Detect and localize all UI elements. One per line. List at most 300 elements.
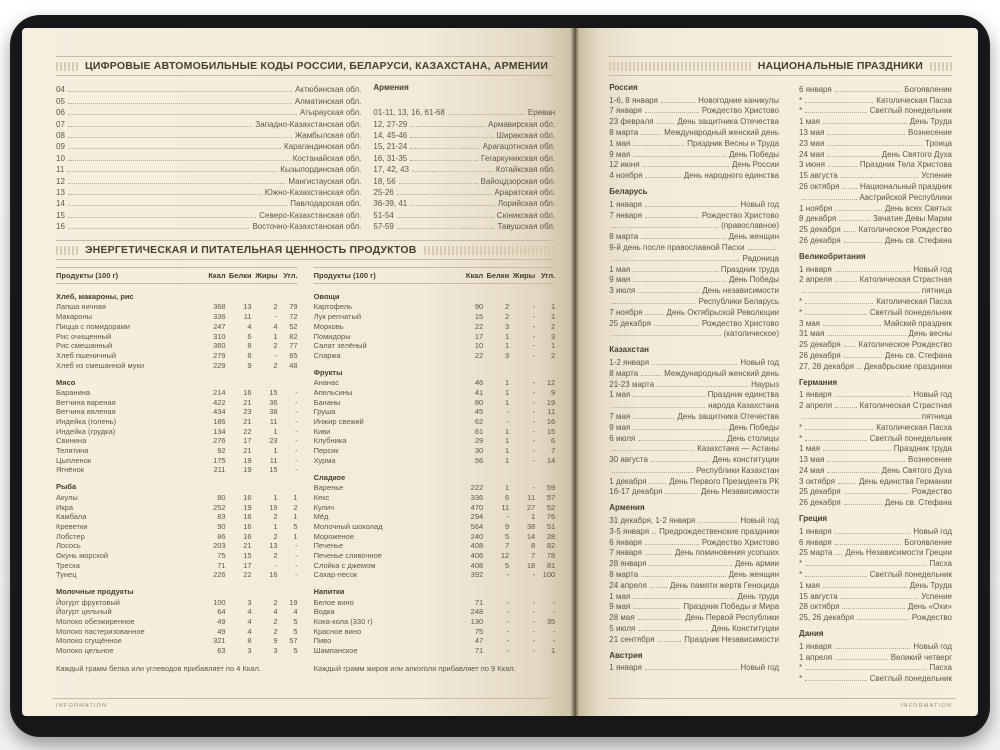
product-value: 175 bbox=[213, 455, 226, 465]
col-header: Угл. bbox=[283, 271, 298, 281]
code-row bbox=[56, 186, 361, 197]
kazakhstan-codes-column bbox=[56, 83, 361, 231]
code-row bbox=[373, 129, 555, 140]
holiday-row-left: 7 января bbox=[609, 548, 642, 558]
dotted-leader bbox=[612, 407, 705, 408]
product-value: 100 bbox=[542, 570, 556, 580]
product-value: - bbox=[506, 646, 510, 656]
nutrition-row bbox=[56, 492, 298, 502]
product-value: 1 bbox=[505, 387, 510, 397]
holiday-row-left: 9 мая bbox=[609, 602, 631, 612]
product-value: 61 bbox=[474, 426, 484, 436]
nutrition-group-title: Рыба bbox=[56, 482, 77, 492]
holiday-row-left: 1 января bbox=[609, 199, 642, 209]
col-header: Жиры bbox=[255, 271, 278, 281]
holiday-row-left: 1-6, 8 января bbox=[609, 95, 658, 105]
product-value: 11 bbox=[527, 492, 536, 502]
product-value: 134 bbox=[213, 426, 226, 436]
nutrition-row bbox=[314, 636, 556, 646]
holiday-row bbox=[609, 399, 779, 410]
product-value: 100 bbox=[213, 597, 226, 607]
code-row-left: 10 bbox=[56, 153, 65, 163]
product-value: 9 bbox=[551, 387, 556, 397]
hatch-decoration bbox=[56, 62, 78, 71]
holiday-row-right: Праздник Весны и Труда bbox=[687, 138, 780, 148]
product-name: Кекс bbox=[313, 492, 330, 502]
product-value: 1 bbox=[273, 331, 278, 341]
product-value: 247 bbox=[213, 321, 226, 331]
holidays-title: НАЦИОНАЛЬНЫЕ ПРАЗДНИКИ bbox=[757, 60, 923, 72]
product-name: Цыпленок bbox=[56, 455, 92, 465]
nutrition-row bbox=[314, 521, 556, 531]
product-value: 71 bbox=[474, 646, 484, 656]
product-value: - bbox=[532, 646, 536, 656]
product-value: 92 bbox=[217, 446, 226, 456]
code-row-right: Гегаркуникская обл. bbox=[480, 153, 556, 163]
country-block bbox=[799, 629, 952, 683]
nutrition-row bbox=[314, 541, 556, 551]
holidays-header bbox=[609, 56, 952, 76]
product-value: 22 bbox=[474, 321, 484, 331]
code-row-left: 01-11, 13, 16, 61-68 bbox=[373, 108, 445, 118]
holiday-row-left: 26 октября bbox=[799, 181, 840, 191]
product-value: 13 bbox=[243, 302, 252, 312]
dotted-leader bbox=[68, 148, 281, 149]
product-value: - bbox=[532, 341, 536, 351]
nutrition-row bbox=[56, 360, 298, 370]
nutrition-row bbox=[56, 645, 298, 655]
nutrition-row bbox=[314, 378, 556, 388]
product-value: - bbox=[295, 465, 298, 475]
holiday-row-left: 25 декабря bbox=[609, 318, 651, 328]
nutrition-row bbox=[314, 350, 556, 360]
product-value: 434 bbox=[213, 407, 226, 417]
page-gutter bbox=[571, 28, 579, 716]
dotted-leader bbox=[828, 166, 857, 167]
product-name: Рис очищенный bbox=[56, 331, 112, 341]
dotted-leader bbox=[612, 472, 693, 473]
holiday-row-right: День независимости bbox=[702, 286, 780, 296]
code-row bbox=[373, 163, 555, 174]
holiday-row bbox=[609, 579, 779, 590]
code-row-left: 18, 56 bbox=[373, 176, 396, 186]
product-name: Варенье bbox=[313, 483, 344, 493]
holiday-row-right: Праздник труда bbox=[893, 444, 952, 454]
product-value: 21 bbox=[243, 417, 252, 427]
holiday-row bbox=[799, 317, 952, 328]
dotted-leader bbox=[612, 260, 739, 261]
dotted-leader bbox=[641, 238, 725, 239]
holiday-row-left: 1 мая bbox=[609, 264, 631, 274]
code-row bbox=[373, 174, 555, 185]
holiday-row-right: Республики Беларусь bbox=[698, 296, 780, 306]
holiday-row bbox=[799, 389, 952, 400]
product-value: - bbox=[532, 607, 536, 617]
code-row-left: 07 bbox=[56, 119, 65, 129]
col-header-products: Продукты (100 г) bbox=[313, 271, 376, 281]
product-value: 8 bbox=[531, 541, 536, 551]
product-value: 252 bbox=[213, 502, 226, 512]
product-value: 19 bbox=[243, 455, 252, 465]
product-value: 16 bbox=[243, 521, 252, 531]
nutrition-row bbox=[314, 531, 556, 541]
product-name: Груша bbox=[313, 407, 336, 417]
product-value: 130 bbox=[470, 617, 484, 627]
holiday-row bbox=[799, 486, 952, 497]
product-value: 2 bbox=[273, 550, 278, 560]
product-value: 10 bbox=[474, 341, 484, 351]
col-header-products: Продукты (100 г) bbox=[56, 271, 119, 281]
holiday-row-right: Троица bbox=[925, 138, 952, 148]
code-row-right: Ширакская обл. bbox=[496, 130, 556, 140]
holiday-row bbox=[609, 486, 779, 497]
dotted-leader bbox=[651, 461, 710, 462]
nutrition-row bbox=[56, 436, 298, 446]
product-name: Индейка (голень) bbox=[56, 417, 117, 427]
nutrition-row bbox=[314, 436, 556, 446]
dotted-leader bbox=[641, 134, 661, 135]
nutrition-table bbox=[56, 267, 555, 673]
dotted-leader bbox=[633, 281, 726, 282]
dotted-leader bbox=[410, 148, 479, 149]
product-value: 57 bbox=[546, 492, 556, 502]
product-value: 203 bbox=[213, 541, 226, 551]
holiday-row bbox=[609, 590, 779, 601]
dotted-leader bbox=[638, 619, 683, 620]
holiday-row-left: 15 августа bbox=[799, 591, 838, 601]
product-name: Бананы bbox=[313, 397, 341, 407]
holiday-row bbox=[609, 105, 779, 116]
code-row bbox=[373, 106, 555, 117]
product-value: 16 bbox=[243, 512, 252, 522]
product-name: Ветчина вяленая bbox=[56, 407, 116, 417]
country-name: Казахстан bbox=[609, 345, 650, 355]
holiday-row-left: 3 мая bbox=[799, 318, 820, 328]
product-value: - bbox=[506, 407, 510, 417]
product-value: 47 bbox=[474, 636, 484, 646]
product-value: 214 bbox=[213, 387, 226, 397]
product-value: 2 bbox=[273, 512, 278, 522]
product-value: 2 bbox=[293, 502, 298, 512]
product-name: Свинина bbox=[56, 436, 87, 446]
nutrition-group bbox=[314, 473, 556, 580]
product-name: Треска bbox=[56, 560, 80, 570]
product-value: 1 bbox=[505, 455, 510, 465]
product-value: - bbox=[532, 387, 536, 397]
product-value: - bbox=[506, 636, 510, 646]
holiday-row-right: Майский праздник bbox=[883, 318, 952, 328]
dotted-leader bbox=[612, 303, 695, 304]
holiday-row-right: Светлый понедельник bbox=[869, 307, 952, 317]
holiday-row-left: 28 мая bbox=[609, 613, 635, 623]
holiday-row-right: День Независимости Греции bbox=[845, 548, 952, 558]
dotted-leader bbox=[823, 450, 891, 451]
product-value: 336 bbox=[213, 312, 226, 322]
dotted-leader bbox=[657, 386, 748, 387]
nutrition-row bbox=[314, 397, 556, 407]
product-name: Водка bbox=[313, 607, 335, 617]
holiday-row-right: Праздник единства bbox=[707, 390, 780, 400]
nutrition-row bbox=[56, 512, 298, 522]
holiday-row-right: Богоявление bbox=[904, 84, 952, 94]
dotted-leader bbox=[612, 450, 694, 451]
holiday-row-right: Успение bbox=[921, 171, 952, 181]
nutrition-row bbox=[56, 616, 298, 626]
country-block bbox=[799, 252, 952, 371]
holiday-row bbox=[609, 115, 779, 126]
nutrition-row bbox=[56, 331, 298, 341]
product-name: Тунец bbox=[56, 570, 77, 580]
holiday-row-right: День России bbox=[731, 160, 780, 170]
product-name: Морковь bbox=[313, 321, 344, 331]
product-name: Красное вино bbox=[313, 626, 362, 636]
product-value: - bbox=[532, 350, 536, 360]
holiday-row-left: * bbox=[799, 559, 803, 569]
product-name: Рис смешанный bbox=[56, 341, 113, 351]
product-value: 64 bbox=[217, 607, 226, 617]
holiday-row-right: Светлый понедельник bbox=[869, 674, 952, 684]
product-value: 1 bbox=[273, 521, 278, 531]
nutrition-row bbox=[314, 407, 556, 417]
product-value: 6 bbox=[247, 331, 252, 341]
dotted-leader bbox=[67, 171, 277, 172]
product-value: - bbox=[506, 417, 510, 427]
product-value: - bbox=[532, 446, 536, 456]
product-value: 7 bbox=[551, 446, 556, 456]
footer-rule bbox=[52, 698, 549, 699]
product-value: 222 bbox=[470, 483, 484, 493]
product-value: 16 bbox=[546, 417, 556, 427]
nutrition-row bbox=[56, 550, 298, 560]
nutrition-row bbox=[314, 502, 556, 512]
holiday-row bbox=[609, 464, 779, 475]
holiday-row bbox=[799, 83, 952, 94]
holiday-row bbox=[609, 274, 779, 285]
dotted-leader bbox=[835, 210, 882, 211]
dotted-leader bbox=[410, 137, 493, 138]
product-value: 71 bbox=[217, 560, 226, 570]
holiday-row bbox=[609, 317, 779, 328]
holiday-row-right: Рождество bbox=[911, 613, 952, 623]
product-value: 392 bbox=[470, 570, 484, 580]
code-row-left: 11 bbox=[56, 165, 65, 175]
dotted-leader bbox=[412, 171, 493, 172]
product-name: Йогурт цельный bbox=[56, 607, 112, 617]
product-value: 2 bbox=[273, 302, 278, 312]
code-row bbox=[56, 117, 361, 128]
code-row bbox=[373, 151, 555, 162]
holiday-row-left: 27, 28 декабря bbox=[799, 361, 854, 371]
product-name: Лук репчатый bbox=[313, 312, 362, 322]
holiday-row bbox=[799, 159, 952, 170]
dotted-leader bbox=[633, 271, 718, 272]
holiday-row bbox=[799, 295, 952, 306]
product-value: - bbox=[506, 597, 510, 607]
product-value: 1 bbox=[505, 483, 510, 493]
product-value: 4 bbox=[247, 626, 252, 636]
holiday-row-right: Католическая Пасха bbox=[876, 422, 952, 432]
dotted-leader bbox=[835, 407, 856, 408]
code-row bbox=[56, 106, 361, 117]
dotted-leader bbox=[643, 166, 729, 167]
dotted-leader bbox=[841, 177, 919, 178]
holiday-row-right: Наурыз bbox=[751, 379, 780, 389]
product-value: 321 bbox=[213, 636, 226, 646]
nutrition-footnote: Каждый грамм белка или углеводов прибавляет по 4 Ккал. bbox=[56, 664, 261, 674]
product-name: Лобстер bbox=[56, 531, 85, 541]
holiday-row-left: 6 января bbox=[799, 537, 832, 547]
nutrition-row bbox=[314, 331, 556, 341]
holiday-row-right: День женщин bbox=[728, 570, 780, 580]
nutrition-row bbox=[56, 397, 298, 407]
holiday-row-right: Пасха bbox=[929, 663, 952, 673]
holiday-row-left: 1 января bbox=[799, 390, 832, 400]
holiday-row-right: Вознесение bbox=[907, 455, 952, 465]
dotted-leader bbox=[844, 493, 909, 494]
product-value: 75 bbox=[217, 550, 226, 560]
code-row bbox=[373, 186, 555, 197]
holiday-row-right: День св. Стефана bbox=[884, 498, 952, 508]
product-name: Пиво bbox=[313, 636, 332, 646]
holiday-row-right: День Первого Президента РК bbox=[669, 476, 780, 486]
product-value: 408 bbox=[470, 560, 484, 570]
nutrition-group-title: Сладкое bbox=[313, 472, 346, 482]
holiday-row-right: День поминовения усопших bbox=[675, 548, 780, 558]
product-value: - bbox=[506, 626, 510, 636]
dotted-leader bbox=[641, 576, 725, 577]
holiday-row bbox=[609, 306, 779, 317]
code-row-right: Восточно-Казахстанская обл. bbox=[252, 222, 362, 232]
holiday-row-left: 24 мая bbox=[799, 149, 825, 159]
holiday-row bbox=[799, 579, 952, 590]
dotted-leader bbox=[842, 188, 857, 189]
product-value: 11 bbox=[243, 312, 252, 322]
dotted-leader bbox=[823, 587, 907, 588]
armenia-codes-column bbox=[373, 83, 555, 231]
nutrition-group-title: Молочные продукты bbox=[56, 587, 134, 597]
code-row-left: 15 bbox=[56, 210, 65, 220]
product-value: 4 bbox=[293, 607, 298, 617]
product-name: Печенье сливочное bbox=[313, 550, 382, 560]
holiday-row-right: Праздник Тела Христова bbox=[859, 160, 952, 170]
product-value: 2 bbox=[551, 350, 556, 360]
holiday-row-left: * bbox=[799, 674, 803, 684]
product-name: Окунь морской bbox=[56, 550, 109, 560]
product-value: 78 bbox=[546, 550, 556, 560]
product-value: - bbox=[506, 617, 510, 627]
dotted-leader bbox=[838, 483, 856, 484]
holiday-row-right: пятница bbox=[921, 286, 952, 296]
dotted-leader bbox=[638, 440, 724, 441]
product-value: 1 bbox=[505, 426, 510, 436]
holiday-row-left: 28 октября bbox=[799, 602, 840, 612]
nutrition-row bbox=[56, 302, 298, 312]
holiday-row-left: 13 мая bbox=[799, 127, 825, 137]
nutrition-group bbox=[56, 587, 298, 655]
product-value: 422 bbox=[213, 397, 226, 407]
product-value: 83 bbox=[217, 512, 226, 522]
holiday-row bbox=[609, 633, 779, 644]
product-value: 22 bbox=[474, 350, 484, 360]
product-value: - bbox=[532, 570, 536, 580]
holiday-row-left: 1 января bbox=[799, 526, 832, 536]
product-value: 1 bbox=[505, 331, 510, 341]
product-value: 9 bbox=[273, 636, 278, 646]
holiday-row bbox=[799, 328, 952, 339]
holiday-row bbox=[609, 568, 779, 579]
product-name: Пицца с помидорами bbox=[56, 321, 131, 331]
product-value: 1 bbox=[505, 378, 510, 388]
product-name: Акулы bbox=[56, 492, 78, 502]
holiday-row-right: Светлый понедельник bbox=[869, 433, 952, 443]
right-page bbox=[579, 28, 978, 716]
dotted-leader bbox=[410, 205, 495, 206]
product-name: Лосось bbox=[56, 541, 81, 551]
product-value: 75 bbox=[474, 626, 484, 636]
product-name: Ветчина вареная bbox=[56, 397, 116, 407]
holiday-row-left: 3 октября bbox=[799, 476, 835, 486]
product-value: 9 bbox=[247, 360, 252, 370]
nutrition-row bbox=[56, 531, 298, 541]
product-name: Молоко пастеризованное bbox=[56, 626, 145, 636]
product-value: 4 bbox=[247, 321, 252, 331]
holiday-row bbox=[609, 611, 779, 622]
product-name: Молочный шоколад bbox=[313, 521, 383, 531]
nutrition-group bbox=[56, 292, 298, 370]
nutrition-row bbox=[314, 616, 556, 626]
country-block bbox=[609, 187, 779, 338]
holiday-row-right: День столицы bbox=[727, 433, 780, 443]
product-value: 1 bbox=[293, 531, 298, 541]
code-row-left: 13 bbox=[56, 187, 65, 197]
dotted-leader bbox=[835, 648, 911, 649]
holiday-row-left: 6 июля bbox=[609, 433, 636, 443]
dotted-leader bbox=[661, 102, 695, 103]
nutrition-group bbox=[314, 368, 556, 465]
product-value: 13 bbox=[269, 541, 278, 551]
car-codes-title: ЦИФРОВЫЕ АВТОМОБИЛЬНЫЕ КОДЫ РОССИИ, БЕЛАРУСИ, КАЗАХСТАНА, АРМЕНИИ bbox=[85, 60, 549, 72]
col-header: Белки bbox=[486, 271, 510, 281]
holiday-row-right: Католическая Страстная bbox=[859, 275, 952, 285]
holiday-row bbox=[609, 198, 779, 209]
holiday-row bbox=[799, 148, 952, 159]
holiday-row bbox=[799, 349, 952, 360]
nutrition-row bbox=[314, 512, 556, 522]
product-value: 19 bbox=[243, 465, 252, 475]
holiday-row-left: 25 декабря bbox=[799, 487, 841, 497]
product-value: 1 bbox=[505, 436, 510, 446]
dotted-leader bbox=[657, 123, 675, 124]
dotted-leader bbox=[857, 619, 909, 620]
product-value: 3 bbox=[273, 646, 278, 656]
code-row-right: Тавушская обл. bbox=[497, 222, 556, 232]
dotted-leader bbox=[68, 217, 256, 218]
holidays-right-column bbox=[799, 83, 952, 683]
product-value: 2 bbox=[551, 321, 556, 331]
product-value: 49 bbox=[217, 617, 226, 627]
nutrition-group bbox=[56, 378, 298, 475]
dotted-leader bbox=[649, 483, 666, 484]
product-value: - bbox=[532, 455, 536, 465]
code-row bbox=[373, 197, 555, 208]
product-value: 90 bbox=[474, 302, 484, 312]
product-value: - bbox=[506, 607, 510, 617]
product-value: 30 bbox=[474, 446, 484, 456]
holiday-row-left: 25 декабря bbox=[799, 225, 841, 235]
holiday-row bbox=[799, 432, 952, 443]
holiday-row-left: 9 мая bbox=[609, 422, 631, 432]
holiday-row bbox=[799, 496, 952, 507]
